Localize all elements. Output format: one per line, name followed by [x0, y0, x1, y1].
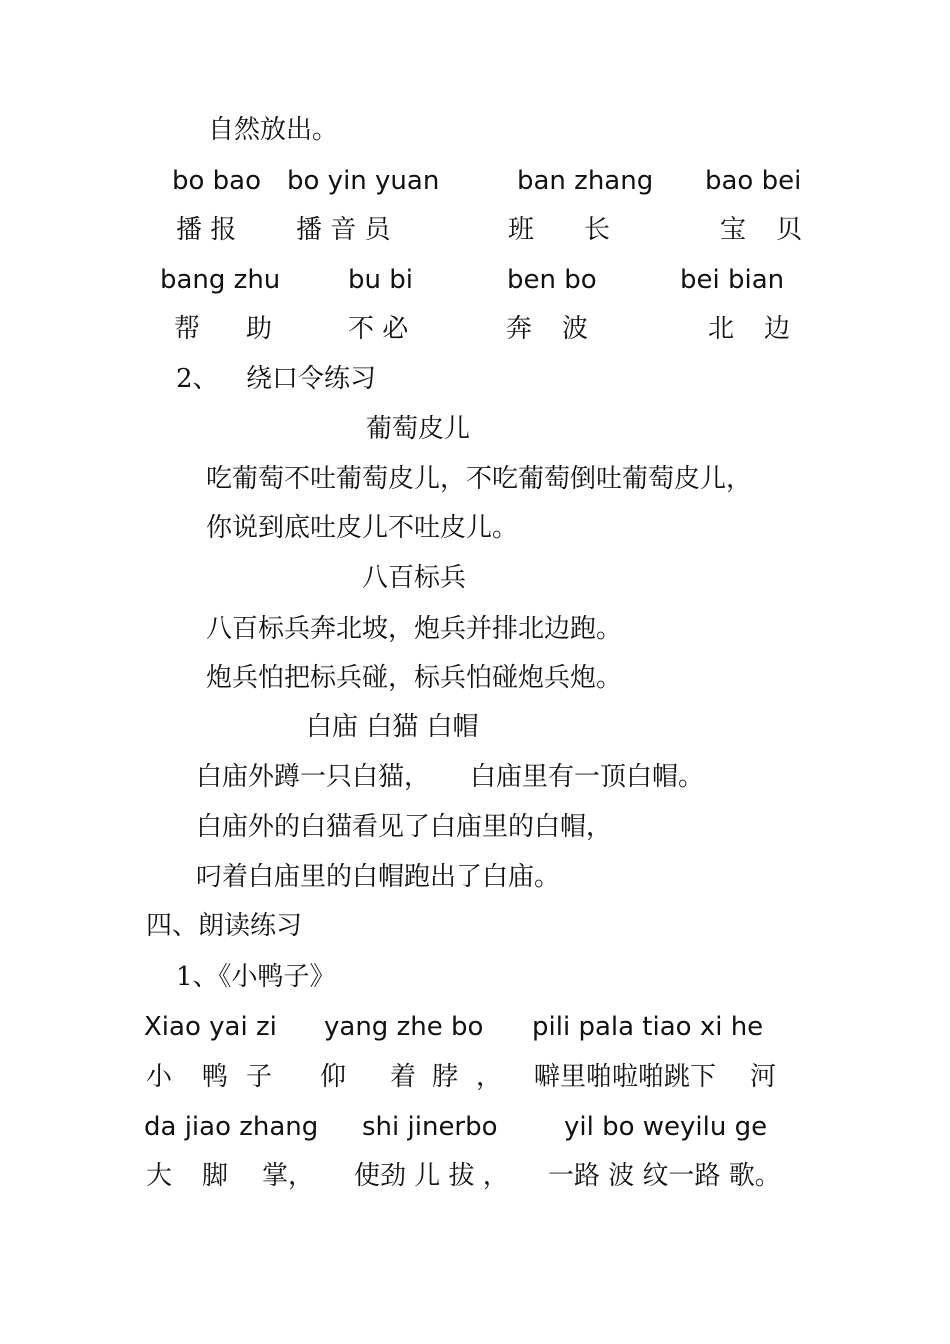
hanzi-word: 河	[750, 1062, 777, 1092]
hanzi-word: 鸭	[202, 1062, 229, 1092]
poem-line	[0, 807, 950, 847]
hanzi-line	[0, 1057, 950, 1097]
line-text: 四、朗读练习	[146, 911, 303, 941]
hanzi-word: 仰	[320, 1062, 347, 1092]
hanzi-word: 大	[146, 1161, 173, 1191]
line-text: 你说到底吐皮儿不吐皮儿。	[206, 513, 519, 543]
hanzi-word: 播 音 员	[296, 215, 391, 245]
poem-line	[0, 609, 950, 649]
pinyin-word: ban zhang	[517, 166, 654, 196]
text-line	[0, 110, 950, 150]
hanzi-word: 掌，	[262, 1161, 315, 1191]
line-text: 炮兵怕把标兵碰，标兵怕碰炮兵炮。	[206, 663, 623, 693]
poem-line	[0, 658, 950, 698]
line-text: 白庙里有一顶白帽。	[470, 762, 705, 792]
line-text: 1、《小鸭子》	[176, 962, 336, 992]
pinyin-word: bo bao	[172, 166, 262, 196]
line-text: 叼着白庙里的白帽跑出了白庙。	[196, 862, 561, 892]
line-text: 白庙外蹲一只白猫，	[196, 762, 431, 792]
line-text: 白庙外的白猫看见了白庙里的白帽，	[196, 812, 613, 842]
pinyin-word: pili pala tiao xi he	[532, 1012, 764, 1042]
hanzi-word: 子	[246, 1062, 273, 1092]
poem-line	[0, 757, 950, 797]
hanzi-word: ，	[476, 1062, 503, 1092]
hanzi-word: 脚	[202, 1161, 229, 1191]
pinyin-word: bao bei	[705, 166, 802, 196]
pinyin-line	[0, 1007, 950, 1047]
hanzi-word: 助	[246, 314, 273, 344]
pinyin-word: bang zhu	[160, 265, 281, 295]
hanzi-line	[0, 309, 950, 349]
poem-title	[0, 409, 950, 449]
pinyin-line	[0, 161, 950, 201]
pinyin-word: yil bo weyilu ge	[564, 1112, 768, 1142]
section-heading	[0, 359, 950, 399]
hanzi-word: 班	[508, 215, 535, 245]
pinyin-word: bo yin yuan	[287, 166, 440, 196]
pinyin-word: ben bo	[507, 265, 597, 295]
hanzi-word: 北	[708, 314, 735, 344]
hanzi-word: 波	[562, 314, 589, 344]
poem-line	[0, 857, 950, 897]
line-text: 八百标兵	[362, 563, 467, 593]
hanzi-line	[0, 210, 950, 250]
line-text: 葡萄皮儿	[366, 414, 471, 444]
pinyin-line	[0, 260, 950, 300]
line-text: 白庙 白猫 白帽	[306, 712, 479, 742]
hanzi-word: 着	[390, 1062, 417, 1092]
hanzi-word: 使劲 儿 拔 ，	[354, 1161, 509, 1191]
hanzi-word: 不 必	[348, 314, 409, 344]
section-title: 绕口令练习	[246, 364, 377, 394]
hanzi-word: 噼里啪啦啪跳下	[534, 1062, 717, 1092]
pinyin-word: shi jinerbo	[362, 1112, 498, 1142]
pinyin-line	[0, 1107, 950, 1147]
poem-line	[0, 508, 950, 548]
poem-title	[0, 707, 950, 747]
hanzi-word: 脖	[432, 1062, 459, 1092]
pinyin-word: yang zhe bo	[324, 1012, 484, 1042]
line-text: 吃葡萄不吐葡萄皮儿，不吃葡萄倒吐葡萄皮儿，	[206, 464, 753, 494]
hanzi-word: 帮	[174, 314, 201, 344]
hanzi-word: 奔	[506, 314, 533, 344]
hanzi-word: 边	[764, 314, 791, 344]
poem-title	[0, 558, 950, 598]
pinyin-word: Xiao yai zi	[144, 1012, 277, 1042]
pinyin-word: bei bian	[680, 265, 785, 295]
hanzi-word: 宝	[720, 215, 747, 245]
hanzi-word: 小	[146, 1062, 173, 1092]
line-text: 八百标兵奔北坡，炮兵并排北边跑。	[206, 614, 623, 644]
hanzi-word: 播 报	[176, 215, 237, 245]
hanzi-line	[0, 1156, 950, 1196]
hanzi-word: 一路 波 纹一路 歌。	[548, 1161, 781, 1191]
poem-line	[0, 459, 950, 499]
line-text: 自然放出。	[208, 115, 339, 145]
pinyin-word: da jiao zhang	[144, 1112, 319, 1142]
hanzi-word: 贝	[776, 215, 803, 245]
section-heading	[0, 957, 950, 997]
section-number: 2、	[176, 364, 219, 394]
pinyin-word: bu bi	[348, 265, 413, 295]
chapter-heading	[0, 906, 950, 946]
hanzi-word: 长	[584, 215, 611, 245]
